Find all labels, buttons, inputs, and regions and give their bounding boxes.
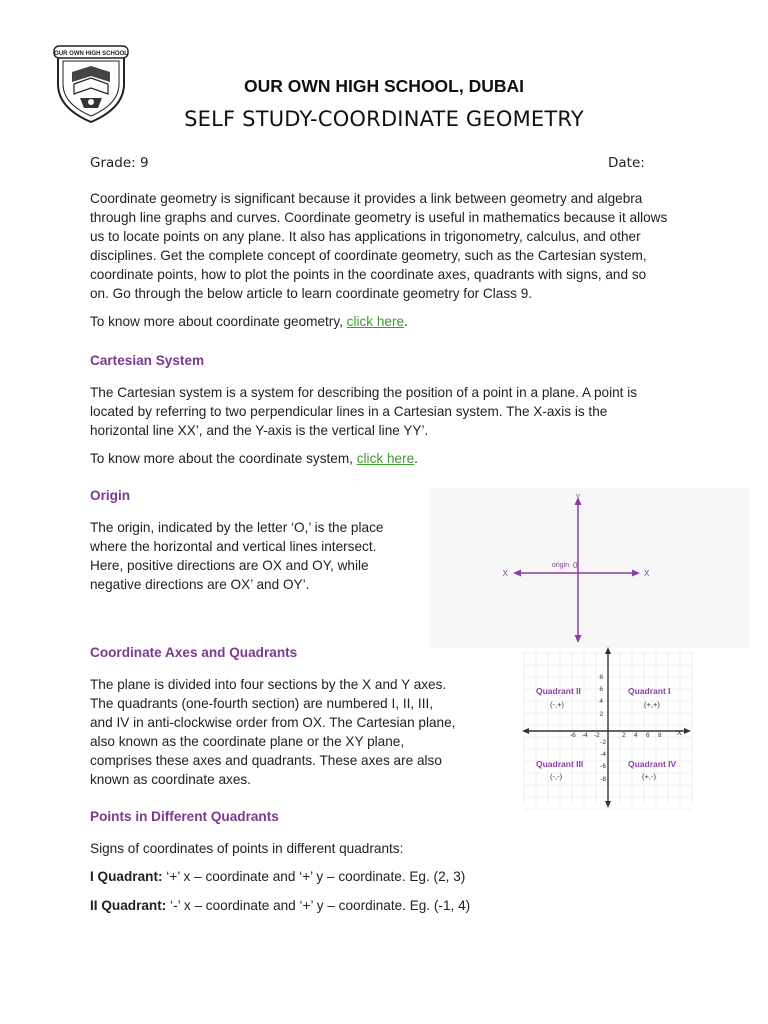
cartesian-more-suffix: . [414, 451, 418, 466]
cartesian-more [90, 450, 418, 469]
quadrant-4-sign: (+,-) [642, 772, 656, 781]
quadrants-line: and IV in anti-clockwise order from OX. The Cartesian plane, [90, 714, 456, 730]
quadrants-line: The plane is divided into four sections by the X and Y axes. [90, 677, 447, 692]
x-tick-label: -6 [570, 732, 576, 739]
points-intro: Signs of coordinates of points in different quadrants: [90, 841, 404, 856]
intro-click-here-link[interactable]: click here [346, 314, 405, 329]
y-axis-label: Y [575, 494, 581, 501]
intro-line: through line graphs and curves. Coordinate geometry is useful in mathematics because it allows [90, 209, 668, 225]
intro-line: on. Go through the below article to learn coordinate geometry for Class 9. [90, 285, 533, 301]
cartesian-line: The Cartesian system is a system for describing the position of a point in a plane. A point is [90, 385, 638, 400]
y-tick-label: 6 [599, 686, 603, 693]
quadrants-heading: Coordinate Axes and Quadrants [90, 645, 298, 660]
origin-label: origin [551, 562, 569, 569]
intro-line: coordinate points, how to plot the points in the coordinate axes, quadrants with signs, and so [90, 266, 647, 282]
points-q1-text: ‘+’ x – coordinate and ‘+’ y – coordinate. Eg. (2, 3) [162, 869, 466, 884]
quadrants-figure [520, 645, 740, 810]
origin-line: Here, positive directions are OX and OY, while [90, 557, 369, 573]
grade-label: Grade: 9 [90, 155, 149, 171]
points-q2 [90, 897, 470, 916]
x-neg-axis-label: X [502, 569, 508, 578]
quadrant-1-name: Quadrant I [628, 686, 671, 696]
origin-line: where the horizontal and vertical lines intersect. [90, 538, 377, 554]
date-label: Date: [608, 155, 645, 171]
school-name: OUR OWN HIGH SCHOOL, DUBAI [244, 76, 524, 96]
quadrant-y-arrow-up [605, 647, 611, 654]
quadrants-line: known as coordinate axes. [90, 771, 251, 787]
cartesian-line: horizontal line XX’, and the Y-axis is the vertical line YY’. [90, 422, 429, 438]
intro-line: Coordinate geometry is significant because it provides a link between geometry and algebra [90, 191, 643, 206]
cartesian-line: located by referring to two perpendicular lines in a Cartesian system. The X-axis is the [90, 403, 608, 419]
points-q1 [90, 868, 465, 887]
quadrant-4-name: Quadrant IV [628, 759, 677, 769]
y-tick-label: 4 [599, 698, 603, 705]
intro-more-suffix: . [404, 314, 408, 329]
origin-letter: 0 [573, 561, 578, 570]
intro-paragraph [90, 190, 667, 303]
intro-line: disciplines. Get the complete concept of coordinate geometry, such as the Cartesian system, [90, 247, 647, 263]
x-axis-label: X [644, 569, 650, 578]
cartesian-paragraph [90, 384, 637, 441]
y-tick-label: -8 [600, 776, 606, 783]
cartesian-more-text: To know more about the coordinate system, [90, 451, 357, 466]
quadrant-y-arrow-down [605, 801, 611, 808]
origin-line: negative directions are OX’ and OY’. [90, 576, 310, 592]
quadrant-3-name: Quadrant III [536, 759, 584, 769]
quadrants-line: comprises these axes and quadrants. These axes are also [90, 752, 442, 768]
cartesian-heading: Cartesian System [90, 353, 205, 368]
y-tick-label: 8 [599, 674, 603, 681]
quadrant-1-sign: (+,+) [644, 700, 660, 709]
y-tick-label: -4 [600, 751, 606, 758]
quadrants-paragraph [90, 676, 455, 789]
quadrant-2-sign: (-,+) [550, 700, 564, 709]
quadrant-x-label: X [677, 730, 682, 737]
x-tick-label: 8 [658, 732, 662, 739]
points-heading: Points in Different Quadrants [90, 809, 279, 824]
intro-more [90, 313, 408, 332]
quadrant-x-arrow-right [684, 728, 691, 734]
quadrant-3-sign: (-,-) [550, 772, 563, 781]
quadrant-x-arrow-left [522, 728, 529, 734]
points-q2-text: ‘-’ x – coordinate and ‘+’ y – coordinate. Eg. (-1, 4) [166, 898, 471, 913]
y-tick-label: 2 [599, 711, 603, 718]
origin-axes-figure [430, 488, 750, 648]
x-tick-label: -4 [582, 732, 588, 739]
origin-line: The origin, indicated by the letter ‘O,’ is the place [90, 520, 384, 535]
intro-more-text: To know more about coordinate geometry, [90, 314, 347, 329]
quadrants-line: The quadrants (one-fourth section) are numbered I, II, III, [90, 695, 434, 711]
points-q2-label: II Quadrant: [90, 898, 167, 913]
x-tick-label: 4 [634, 732, 638, 739]
document-title: SELF STUDY-COORDINATE GEOMETRY [184, 107, 584, 131]
x-tick-label: 2 [622, 732, 626, 739]
cartesian-click-here-link[interactable]: click here [356, 451, 415, 466]
origin-paragraph [90, 519, 383, 595]
quadrants-line: also known as the coordinate plane or the XY plane, [90, 733, 405, 749]
points-q1-label: I Quadrant: [90, 869, 163, 884]
x-tick-label: 6 [646, 732, 650, 739]
y-tick-label: -6 [600, 763, 606, 770]
y-tick-label: -2 [600, 739, 606, 746]
intro-line: us to locate points on any plane. It also has applications in trigonometry, calculus, and other [90, 228, 641, 244]
quadrant-2-name: Quadrant II [536, 686, 581, 696]
x-tick-label: -2 [594, 732, 600, 739]
origin-heading: Origin [90, 488, 131, 503]
logo-text: OUR OWN HIGH SCHOOL [54, 51, 128, 57]
